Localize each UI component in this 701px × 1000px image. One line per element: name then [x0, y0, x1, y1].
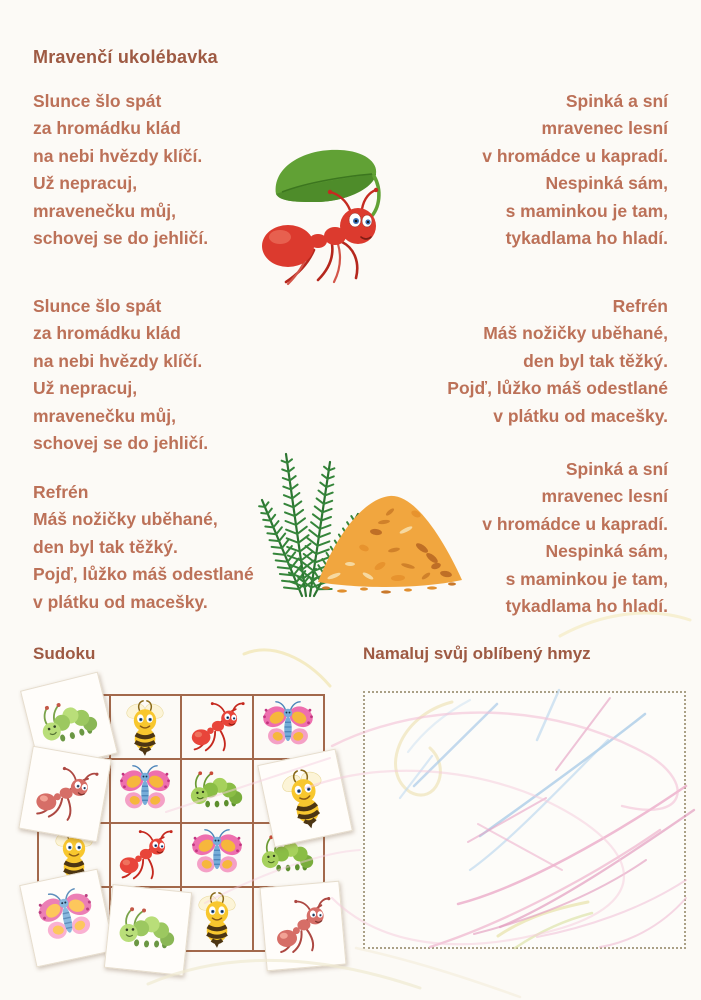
lyric-line: schovej se do jehličí. — [33, 433, 209, 454]
lyric-line: Pojď, lůžko máš odestlané — [447, 378, 668, 399]
lyric-line: den byl tak těžký. — [523, 350, 668, 371]
lyric-line: v plátku od macešky. — [33, 591, 208, 612]
sudoku-grid — [37, 694, 325, 952]
lyric-line: Máš nožičky uběhané, — [33, 509, 218, 530]
fern-and-anthill-illustration — [256, 448, 468, 606]
sudoku-cell-butterfly — [254, 696, 324, 758]
sudoku-cell-caterpillar — [111, 888, 181, 950]
sudoku-cell-ant — [182, 696, 252, 758]
lyric-line: na nebi hvězdy klíčí. — [33, 350, 203, 371]
refrain-left — [33, 479, 254, 616]
butterfly-icon — [117, 762, 173, 820]
lyric-line: Refrén — [33, 482, 89, 502]
insect-card-butterfly[interactable] — [19, 869, 115, 968]
lyric-line: schovej se do jehličí. — [33, 228, 209, 249]
lyric-line: mravenec lesní — [541, 118, 668, 139]
lyric-line: Slunce šlo spát — [33, 296, 162, 316]
lyric-line: Máš nožičky uběhané, — [483, 323, 668, 344]
butterfly-icon — [260, 698, 316, 756]
drawing-area[interactable] — [363, 691, 686, 949]
insect-card-ant[interactable] — [260, 881, 347, 972]
sudoku-cell-butterfly — [39, 888, 109, 950]
sudoku-cell-butterfly — [111, 760, 181, 822]
ant-icon — [271, 893, 336, 960]
lyric-line: za hromádku klád — [33, 118, 181, 139]
ant-icon — [30, 758, 100, 829]
lyric-line: v plátku od macešky. — [493, 405, 668, 426]
stanza-left-2 — [33, 293, 208, 457]
lyric-line: mravenec lesní — [541, 486, 668, 507]
lyric-line: Už nepracuj, — [33, 378, 138, 399]
lyric-line: Už nepracuj, — [33, 173, 138, 194]
ant-with-leaf-illustration — [258, 142, 426, 288]
lyric-line: tykadlama ho hladí. — [505, 228, 668, 249]
lyric-line: na nebi hvězdy klíčí. — [33, 145, 203, 166]
insect-card-ant[interactable] — [18, 746, 111, 843]
sudoku-cell-bee — [254, 760, 324, 822]
lyric-line: mravenečku můj, — [33, 405, 176, 426]
sudoku-cell-butterfly — [182, 824, 252, 886]
drawing-heading: Namaluj svůj oblíbený hmyz — [363, 644, 591, 663]
butterfly-icon — [31, 881, 103, 954]
insect-card-bee[interactable] — [257, 749, 353, 848]
stanza-right-2 — [482, 456, 668, 620]
lyric-line: s maminkou je tam, — [505, 200, 668, 221]
ant-icon — [189, 698, 245, 756]
lyric-line: Pojď, lůžko máš odestlané — [33, 564, 254, 585]
ant-icon — [117, 826, 173, 884]
page-title: Mravenčí ukolébavka — [33, 47, 218, 67]
refrain-right — [447, 293, 668, 430]
sudoku-cell-ant — [111, 824, 181, 886]
bee-icon — [117, 698, 173, 756]
lyric-line: Spinká a sní — [565, 459, 668, 479]
lyric-line: Nespinká sám, — [545, 173, 668, 194]
lyric-line: Nespinká sám, — [545, 541, 668, 562]
lyric-line: mravenečku můj, — [33, 200, 176, 221]
sudoku-cell-ant — [39, 760, 109, 822]
stanza-left-1 — [33, 88, 208, 252]
lyric-line: v hromádce u kapradí. — [482, 513, 668, 534]
lyric-line: Refrén — [612, 296, 668, 316]
bee-icon — [189, 890, 245, 948]
lyric-line: s maminkou je tam, — [505, 568, 668, 589]
insect-card-caterpillar[interactable] — [104, 884, 192, 976]
sudoku-cell-bee — [182, 888, 252, 950]
lyric-line: tykadlama ho hladí. — [505, 596, 668, 617]
sudoku-cell-bee — [111, 696, 181, 758]
lyric-line: Slunce šlo spát — [33, 91, 162, 111]
lyric-line: Spinká a sní — [565, 91, 668, 111]
lyric-line: za hromádku klád — [33, 323, 181, 344]
bee-icon — [269, 761, 341, 834]
sudoku-heading: Sudoku — [33, 644, 96, 663]
sudoku-cell-caterpillar — [182, 760, 252, 822]
lyric-line: den byl tak těžký. — [33, 536, 178, 557]
lyric-line: v hromádce u kapradí. — [482, 145, 668, 166]
caterpillar-icon — [189, 762, 245, 820]
stanza-right-1 — [482, 88, 668, 252]
sudoku-cell-ant — [254, 888, 324, 950]
caterpillar-icon — [115, 896, 181, 964]
butterfly-icon — [189, 826, 245, 884]
